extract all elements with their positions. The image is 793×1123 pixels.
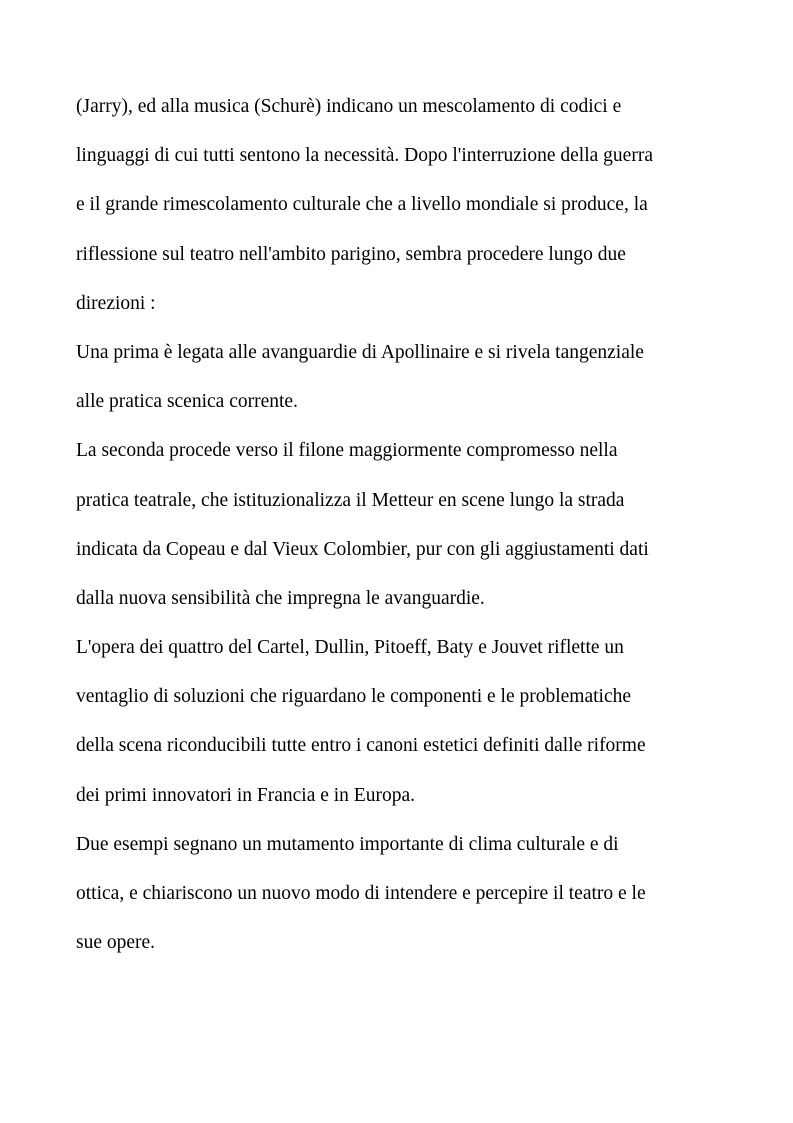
text-line: L'opera dei quattro del Cartel, Dullin, Pitoeff, Baty e Jouvet riflette un: [76, 637, 624, 659]
text-line: dei primi innovatori in Francia e in Europa.: [76, 784, 415, 806]
text-line: dalla nuova sensibilità che impregna le avanguardie.: [76, 587, 485, 609]
text-line: direzioni :: [76, 292, 156, 314]
text-line: ottica, e chiariscono un nuovo modo di intendere e percepire il teatro e le: [76, 883, 646, 904]
text-line: riflessione sul teatro nell'ambito parigino, sembra procedere lungo due: [76, 243, 626, 265]
body-text: [76, 82, 736, 967]
text-line: della scena riconducibili tutte entro i canoni estetici definiti dalle riforme: [76, 735, 646, 757]
text-line: (Jarry), ed alla musica (Schurè) indicano un mescolamento di codici e: [76, 96, 622, 117]
text-line: Due esempi segnano un mutamento importante di clima culturale e di: [76, 833, 619, 855]
text-line: Una prima è legata alle avanguardie di Apollinaire e si rivela tangenziale: [76, 341, 644, 363]
text-line: alle pratica scenica corrente.: [76, 391, 298, 413]
text-line: sue opere.: [76, 932, 156, 954]
text-line: e il grande rimescolamento culturale che a livello mondiale si produce, la: [76, 194, 648, 216]
text-line: pratica teatrale, che istituzionalizza il Metteur en scene lungo la strada: [76, 489, 625, 511]
text-line: linguaggi di cui tutti sentono la necessità. Dopo l'interruzione della guerra: [76, 145, 653, 167]
text-line: La seconda procede verso il filone maggiormente compromesso nella: [76, 440, 618, 462]
text-line: ventaglio di soluzioni che riguardano le componenti e le problematiche: [76, 686, 632, 708]
text-line: indicata da Copeau e dal Vieux Colombier, pur con gli aggiustamenti dati: [76, 538, 649, 560]
